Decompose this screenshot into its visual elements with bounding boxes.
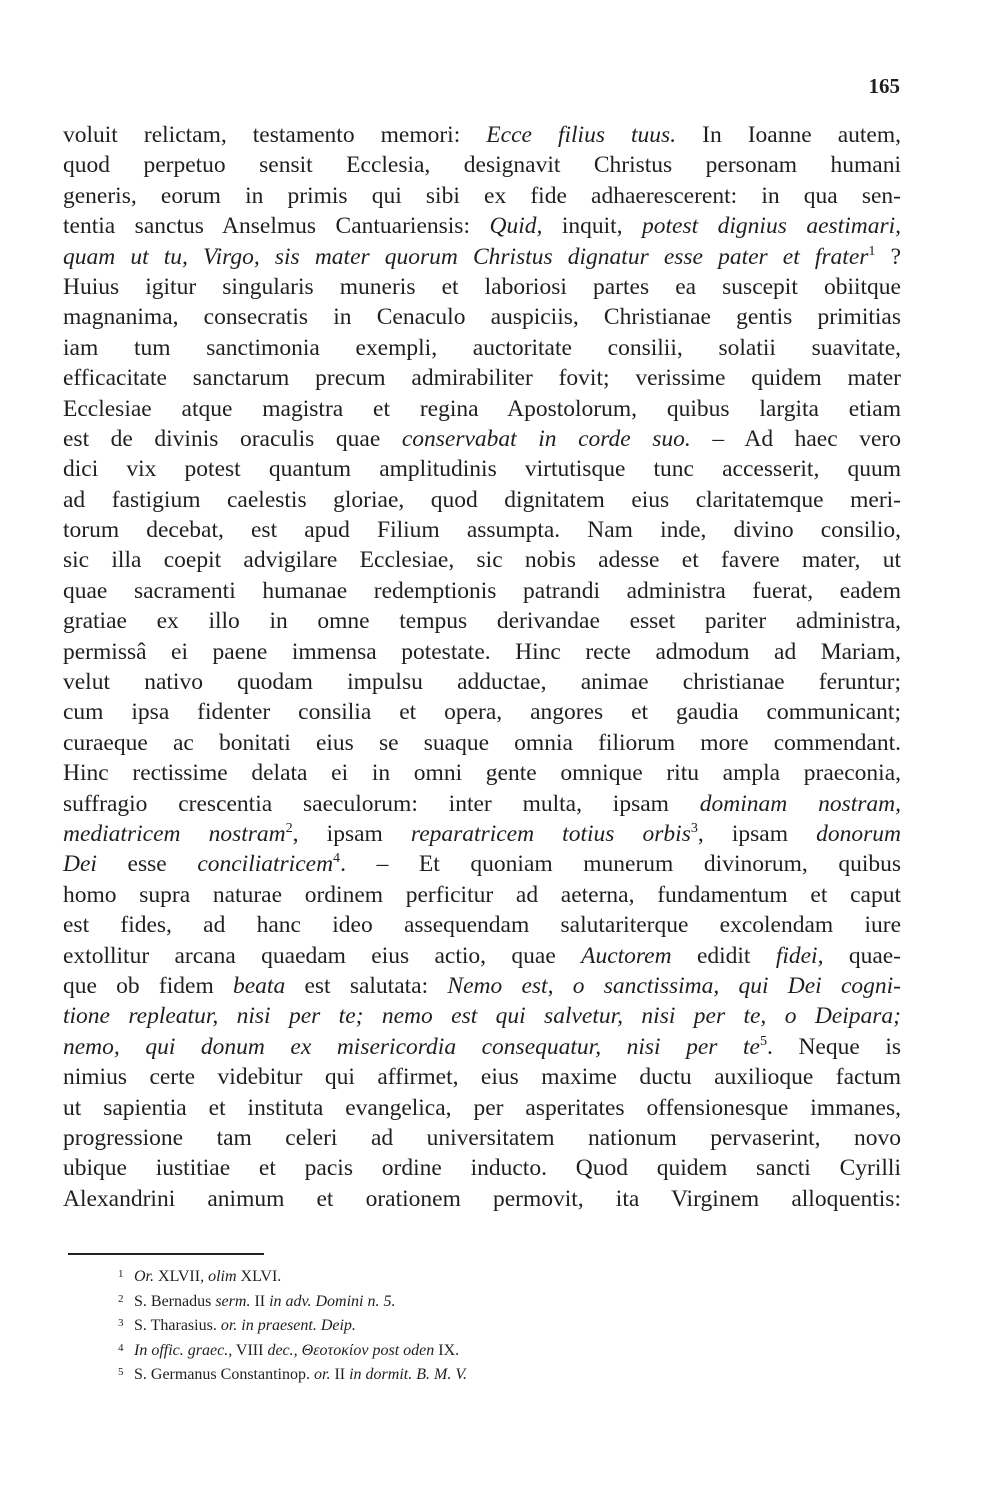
text-run: generis, eorum in primis qui sibi ex fide adhaerescerent: in qua sen-: [63, 182, 901, 209]
text-run: ad fastigium caelestis gloriae, quod dignitatem eius claritatemque meri-: [63, 486, 901, 513]
text-run: gratiae ex illo in omne tempus derivandae esset pariter administra,: [63, 608, 901, 635]
text-line: [63, 485, 901, 515]
footnote-ref: 2: [285, 820, 293, 837]
text-run: conservabat in corde suo.: [401, 425, 691, 452]
text-run: iam tum sanctimonia exempli, auctoritate consilii, solatii suavitate,: [63, 334, 901, 361]
text-run: voluit relictam, testamento memori:: [63, 122, 487, 148]
text-run: est salutata:: [285, 972, 448, 999]
text-line: [63, 728, 901, 758]
text-run: ?: [875, 243, 901, 270]
footnote: [118, 1314, 678, 1339]
text-run: Hinc rectissime delata ei in omni gente omnique ritu ampla praeconia,: [63, 760, 901, 787]
footnote-number: 5: [118, 1366, 124, 1378]
text-run: cum ipsa fidenter consilia et opera, angores et gaudia communicant;: [63, 699, 901, 726]
footnote-separator-rule: [68, 1253, 264, 1255]
text-line: [63, 1032, 901, 1062]
text-line: [63, 667, 901, 697]
text-run: est fides, ad hanc ideo assequendam salutariterque excolendam iure: [63, 912, 901, 939]
text-run: homo supra naturae ordinem perficitur ad aeterna, fundamentum et caput: [63, 881, 901, 908]
text-run: . Neque is: [767, 1033, 901, 1060]
text-run: torum decebat, est apud Filium assumpta. Nam inde, divino consilio,: [63, 517, 901, 544]
text-run: beata: [233, 972, 286, 999]
footnote: [118, 1363, 678, 1388]
text-run: XLVII,: [154, 1268, 209, 1285]
text-line: [63, 1093, 901, 1123]
footnote: [118, 1290, 678, 1315]
text-line: [63, 454, 901, 484]
text-run: potest dignius aestimari,: [642, 213, 901, 240]
text-run: extollitur arcana quaedam eius actio, quae: [63, 942, 582, 969]
text-run: in dormit. B. M. V.: [349, 1366, 468, 1383]
text-run: inquit,: [542, 213, 643, 240]
text-line: [63, 819, 901, 849]
text-run: fidei,: [775, 942, 824, 969]
text-run: Ecclesiae atque magistra et regina Apostolorum, quibus largita etiam: [63, 395, 901, 422]
text-run: est de divinis oraculis quae: [63, 425, 402, 452]
text-line: [63, 242, 901, 272]
text-line: [63, 637, 901, 667]
text-run: esse: [96, 851, 198, 878]
text-run: – Ad haec vero: [690, 425, 901, 452]
text-run: quod perpetuo sensit Ecclesia, designavit Christus personam humani: [63, 152, 901, 179]
text-run: In Ioanne autem,: [676, 122, 901, 148]
text-run: or.: [314, 1366, 331, 1383]
text-run: tione repleatur, nisi per te; nemo est qui salvetur, nisi per te, o Deipara;: [63, 1003, 901, 1030]
text-run: que ob fidem: [63, 972, 233, 999]
footnote-number: 2: [118, 1292, 124, 1305]
page-number: 165: [868, 74, 900, 98]
text-line: [63, 758, 901, 788]
text-run: mediatricem nostram: [63, 820, 286, 847]
text-line: [63, 1062, 901, 1092]
text-run: dominam nostram,: [699, 790, 902, 817]
footnote-ref: 4: [333, 850, 341, 867]
text-line: [63, 272, 901, 302]
text-line: [63, 1153, 901, 1183]
text-run: ubique iustitiae et pacis ordine inducto. Quod quidem sancti Cyrilli: [63, 1155, 901, 1182]
text-run: Alexandrini animum et orationem permovit, ita Virginem alloquentis:: [63, 1185, 901, 1212]
text-run: Huius igitur singularis muneris et laboriosi partes ea suscepit obiitque: [63, 273, 901, 300]
text-line: [63, 545, 901, 575]
text-run: velut nativo quodam impulsu adductae, animae christianae feruntur;: [63, 669, 901, 696]
text-line: [63, 1001, 901, 1031]
text-line: [63, 697, 901, 727]
text-run: quae sacramenti humanae redemptionis patrandi administra fuerat, eadem: [63, 577, 901, 604]
text-run: donorum: [816, 820, 902, 847]
text-run: conciliatricem: [197, 851, 334, 878]
text-line: [63, 849, 901, 879]
text-run: magnanima, consecratis in Cenaculo auspiciis, Christianae gentis primitias: [63, 304, 901, 331]
text-run: Auctorem: [581, 942, 672, 969]
text-run: . – Et quoniam munerum divinorum, quibus: [340, 851, 902, 878]
text-run: IX.: [434, 1341, 460, 1359]
text-line: [63, 971, 901, 1001]
body-text: [63, 120, 901, 1214]
text-run: II: [330, 1366, 350, 1383]
text-run: Quid,: [489, 213, 543, 240]
text-run: quam ut tu, Virgo, sis mater quorum Christus dignatur esse pater et frater: [63, 243, 869, 270]
footnote: [118, 1265, 678, 1290]
text-run: efficacitate sanctarum precum admirabiliter fovit; verissime quidem mater: [63, 365, 901, 392]
footnote-number: 3: [118, 1317, 124, 1329]
text-run: Ecce filius tuus.: [486, 122, 677, 148]
footnote: [118, 1339, 678, 1364]
footnote-ref: 1: [868, 242, 876, 259]
text-run: serm.: [215, 1292, 251, 1310]
text-run: curaeque ac bonitati eius se suaque omnia filiorum more commendant.: [63, 729, 901, 756]
text-line: [63, 910, 901, 940]
text-run: nemo, qui donum ex misericordia consequatur, nisi per te: [63, 1033, 760, 1060]
text-line: [63, 1123, 901, 1153]
text-run: in adv. Domini n. 5.: [269, 1292, 396, 1310]
text-run: Dei: [63, 851, 97, 878]
text-line: [63, 302, 901, 332]
text-line: [63, 211, 901, 241]
text-run: S. Tharasius.: [134, 1317, 221, 1334]
text-line: [63, 424, 901, 454]
text-line: [63, 576, 901, 606]
text-run: ut sapientia et instituta evangelica, per asperitates offensionesque immanes,: [63, 1094, 901, 1121]
text-line: [63, 120, 901, 150]
text-run: olim: [208, 1268, 237, 1285]
text-run: , ipsam: [292, 820, 411, 847]
text-run: S. Germanus Constantinop.: [134, 1366, 314, 1383]
text-line: [63, 515, 901, 545]
text-run: II: [250, 1292, 270, 1310]
footnotes: [118, 1265, 678, 1388]
text-line: [63, 363, 901, 393]
text-line: [63, 606, 901, 636]
text-run: permissâ ei paene immensa potestate. Hinc recte admodum ad Mariam,: [63, 638, 901, 665]
text-run: VIII: [232, 1341, 268, 1359]
text-run: dec.,: [267, 1341, 298, 1359]
footnote-number: 4: [118, 1341, 124, 1354]
text-line: [63, 941, 901, 971]
text-run: quae-: [823, 942, 901, 969]
text-run: XLVI.: [236, 1268, 282, 1285]
text-run: nimius certe videbitur qui affirmet, eius maxime ductu auxilioque factum: [63, 1064, 901, 1091]
text-line: [63, 880, 901, 910]
text-run: or. in praesent. Deip.: [220, 1317, 356, 1334]
text-line: [63, 181, 901, 211]
text-run: reparatricem totius orbis: [410, 820, 691, 847]
footnote-ref: 3: [690, 820, 698, 837]
text-line: [63, 333, 901, 363]
text-run: sic illa coepit advigilare Ecclesiae, sic nobis adesse et favere mater, ut: [63, 547, 901, 574]
text-run: Or.: [134, 1268, 155, 1285]
text-line: [63, 789, 901, 819]
text-run: Nemo est, o sanctissima, qui Dei cogni-: [447, 972, 901, 999]
footnote-ref: 5: [759, 1032, 768, 1049]
text-run: suffragio crescentia saeculorum: inter multa, ipsam: [63, 790, 700, 817]
text-line: [63, 394, 901, 424]
text-line: [63, 1184, 901, 1214]
text-run: In offic. graec.,: [134, 1341, 233, 1359]
text-run: Θεοτοκίον post oden: [301, 1341, 435, 1359]
text-run: dici vix potest quantum amplitudinis virtutisque tunc accesserit, quum: [63, 456, 901, 483]
text-run: tentia sanctus Anselmus Cantuariensis:: [63, 213, 490, 240]
text-run: progressione tam celeri ad universitatem nationum pervaserint, novo: [63, 1124, 901, 1151]
text-run: S. Bernadus: [134, 1292, 216, 1310]
footnote-number: 1: [118, 1268, 124, 1280]
text-line: [63, 150, 901, 180]
text-run: edidit: [671, 942, 776, 969]
text-run: , ipsam: [697, 820, 817, 847]
